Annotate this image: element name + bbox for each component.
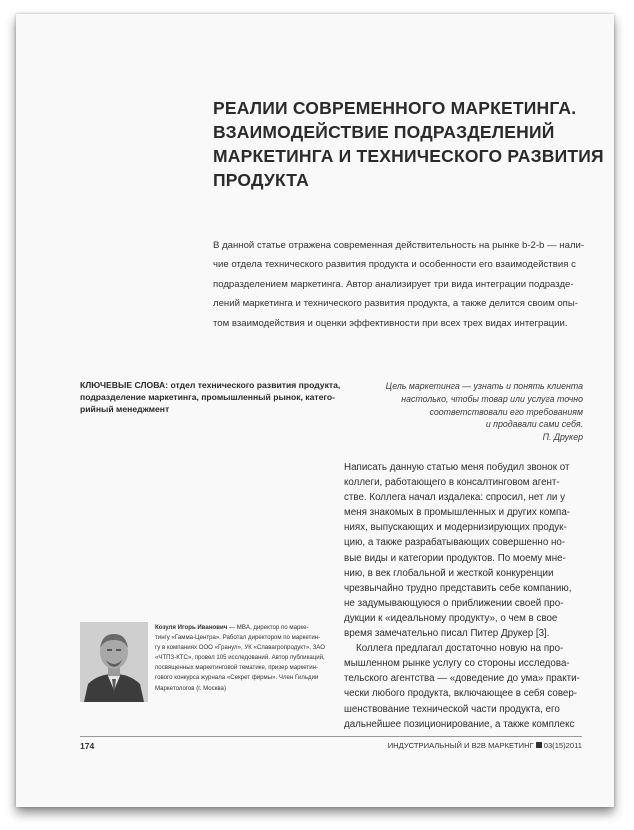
body-line: коллеги, работающего в консалтинговом агент- [344,477,560,489]
bio-text: — MBA, директор по марке- [227,624,309,631]
keywords-label: КЛЮЧЕВЫЕ СЛОВА: [80,380,169,390]
bio-text: тингу «Гамма-Центра». Работал директором по маркетин- [155,634,321,642]
title-line: ПРОДУКТА [213,170,309,190]
article-title [213,96,604,192]
bio-text: посвященных маркетинговой тематике, призер маркетин- [155,664,318,672]
footer-divider [80,736,582,737]
author-portrait-image [80,622,148,702]
title-line: ВЗАИМОДЕЙСТВИЕ ПОДРАЗДЕЛЕНИЙ [213,122,555,142]
abstract-line: лений маркетинга и технического развития продукта, а также делится своим опы- [213,298,578,310]
abstract-line: подразделением маркетинга. Автор анализирует три вида интеграции подразде- [213,278,574,290]
abstract-line: В данной статье отражена современная действительность на рынке b-2-b — нали- [213,240,585,251]
body-line: стве. Коллега начал издалека: спросил, нет ли у [344,492,566,504]
keywords-text: рийный менеджмент [80,403,170,414]
bio-text: гового конкурса журнала «Секрет фирмы». Член Гильдии [155,674,319,682]
epigraph-author: П. Друкер [542,432,583,443]
author-name: Козуля Игорь Иванович [155,624,228,631]
abstract-line: чие отдела технического развития продукта и особенности его взаимодействия с [213,259,576,271]
body-line: дукции к «идеальному продукту», о чем в свое [344,612,558,624]
body-line: не задумывающуюся о приближении своей про- [344,597,564,609]
body-line: тельского агентства — «доведение до ума» практи- [344,673,580,685]
body-line: меня знакомых в промышленных и других компа- [344,507,571,519]
body-line: чески любого продукта, включающее в себя совер- [344,688,578,700]
body-line: вые виды и категории продуктов. По моему мне- [344,552,566,564]
author-bio [155,623,325,694]
journal-name: ИНДУСТРИАЛЬНЫЙ И В2В МАРКЕТИНГ [387,741,534,750]
body-line: цию, а также разрабатывающих совершенно но- [344,537,566,549]
issue-number: 03(15)2011 [543,741,582,750]
keywords-block [80,380,341,415]
bio-text: гу в компаниях ООО «Гранул», УК «Славагропродукт», ЗАО [155,644,325,652]
keywords-text: подразделение маркетинга, промышленный рынок, катего- [80,391,335,402]
square-bullet-icon [536,742,542,748]
title-line: РЕАЛИИ СОВРЕМЕННОГО МАРКЕТИНГА. [213,98,577,118]
magazine-page [16,14,614,807]
epigraph-line: настолько, чтобы товар или услуга точно [401,393,583,404]
author-photo [80,622,148,702]
epigraph [346,380,583,444]
title-line: МАРКЕТИНГА И ТЕХНИЧЕСКОГО РАЗВИТИЯ [213,146,604,166]
body-line: дальнейшее позиционирование, а также комплекс [344,718,575,730]
article-body [344,460,589,732]
bio-text: Маркетологов (г. Москва) [155,684,226,692]
article-abstract [213,236,583,333]
epigraph-line: и продавали сами себя. [485,419,583,430]
keywords-text: отдел технического развития продукта, [168,380,341,390]
epigraph-line: соответствовали его требованиям [429,406,583,417]
epigraph-line: Цель маркетинга — узнать и понять клиента [385,381,583,391]
abstract-line: том взаимодействия и оценки эффективности при всех трех видах интеграции. [213,317,568,329]
page-number: 174 [80,741,95,751]
body-line: нию, в век глобальной и жесткой конкуренции [344,567,554,579]
body-line: Коллега предлагал достаточно новую на про- [356,643,564,655]
body-line: шенствование технической части продукта, его [344,703,560,715]
body-line: время замечательно писал Питер Друкер [3]. [344,628,550,640]
body-line: мышленном рынке услугу со стороны исследова- [344,658,570,670]
body-line: ниях, выпускающих и модернизирующих продук- [344,522,567,534]
body-line: чрезвычайно трудно представить себе компанию, [344,582,572,594]
journal-footer [388,741,582,750]
body-line: Написать данную статью меня побудил звонок от [344,462,570,473]
bio-text: «ЧТПЗ-КТС», провел 105 исследований. Автор публикаций, [155,654,325,662]
